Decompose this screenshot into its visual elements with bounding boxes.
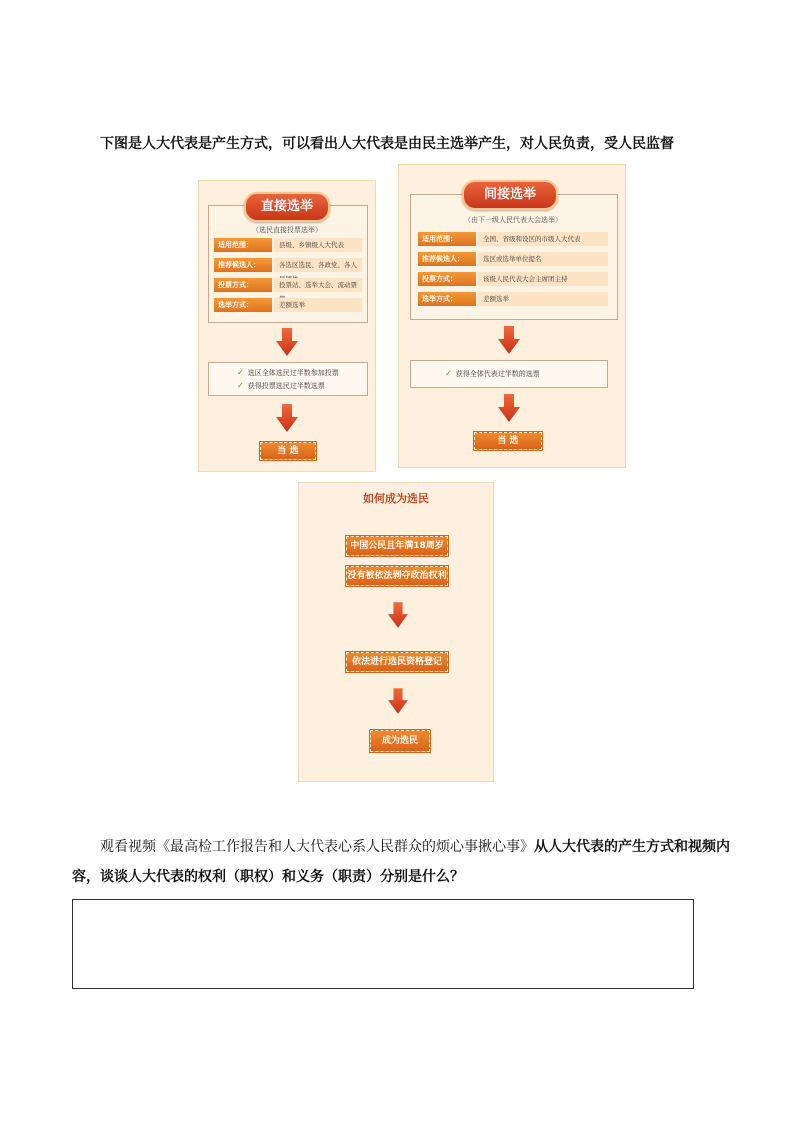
question-prompt: 从人大代表的产生方式和视频内容，谈谈人大代表的权利（职权）和义务（职责）分别是什么？ <box>72 839 730 885</box>
down-arrow-icon <box>388 598 408 632</box>
direct-row-scope <box>214 238 362 252</box>
direct-row-candidate <box>214 258 362 272</box>
row-value: 全国、省级和设区的市级人大代表 <box>478 232 608 246</box>
check-icon: ✓ <box>237 368 244 377</box>
voter-panel <box>298 482 494 782</box>
row-label: 投票方式： <box>214 278 272 292</box>
voter-step-rights: 没有被依法剥夺政治权利 <box>346 566 448 586</box>
row-label: 选举方式： <box>214 298 272 312</box>
row-value: 差额选举 <box>274 298 362 312</box>
indirect-election-panel <box>398 164 626 468</box>
down-arrow-icon <box>498 326 520 354</box>
row-label: 推荐候选人： <box>214 258 272 272</box>
question-text <box>72 832 732 892</box>
row-label: 适用范围： <box>214 238 272 252</box>
check-line <box>237 368 339 378</box>
indirect-election-subtitle: （由下一级人民代表大会选举） <box>464 216 562 224</box>
row-value: 差额选举 <box>478 292 608 306</box>
indirect-row-scope <box>418 232 608 246</box>
question-video-title: 观看视频《最高检工作报告和人大代表心系人民群众的烦心事揪心事》 <box>100 839 534 855</box>
indirect-row-voting <box>418 272 608 286</box>
check-icon: ✓ <box>445 369 452 378</box>
row-label: 适用范围： <box>418 232 476 246</box>
direct-election-subtitle: （选民直接投票选举） <box>252 226 322 234</box>
down-arrow-icon <box>498 394 520 422</box>
direct-election-panel <box>198 180 376 472</box>
row-value: 各选区选民、各政党、各人 <box>274 258 362 272</box>
check-line <box>445 369 540 379</box>
direct-row-voting <box>214 278 362 292</box>
row-value: 县级、乡镇级人大代表 <box>274 238 362 252</box>
check-line <box>237 381 325 391</box>
voter-final-step: 成为选民 <box>370 730 430 752</box>
down-arrow-icon <box>276 404 298 432</box>
direct-condition-box <box>208 362 368 396</box>
intro-text: 下图是人大代表是产生方式，可以看出人大代表是由民主选举产生，对人民负责，受人民监督 <box>100 136 674 152</box>
row-value: 该级人民代表大会主席团主持 <box>478 272 608 286</box>
row-value: 选区或选举单位提名 <box>478 252 608 266</box>
indirect-condition-box <box>410 360 608 388</box>
row-label: 选举方式： <box>418 292 476 306</box>
check-text: 选区全体选民过半数参加投票 <box>247 369 339 377</box>
down-arrow-icon <box>276 328 298 356</box>
row-value: 投票站、选举大会、流动票 <box>274 278 362 292</box>
row-label: 推荐候选人： <box>418 252 476 266</box>
answer-box[interactable] <box>72 899 694 989</box>
voter-panel-title: 如何成为选民 <box>363 492 429 505</box>
voter-step-register: 依法进行选民资格登记 <box>346 652 448 672</box>
voter-step-age: 中国公民且年满18周岁 <box>346 536 448 556</box>
row-label: 投票方式： <box>418 272 476 286</box>
indirect-elected-label: 当 选 <box>474 432 542 450</box>
check-text: 获得投票选民过半数选票 <box>247 382 325 390</box>
check-text: 获得全体代表过半数的选票 <box>455 370 540 378</box>
check-icon: ✓ <box>237 381 244 390</box>
down-arrow-icon <box>388 684 408 718</box>
direct-election-title: 直接选举 <box>244 192 330 222</box>
direct-row-method <box>214 298 362 312</box>
indirect-election-title: 间接选举 <box>462 180 558 210</box>
indirect-row-candidate <box>418 252 608 266</box>
direct-elected-label: 当 选 <box>260 442 316 460</box>
indirect-row-method <box>418 292 608 306</box>
